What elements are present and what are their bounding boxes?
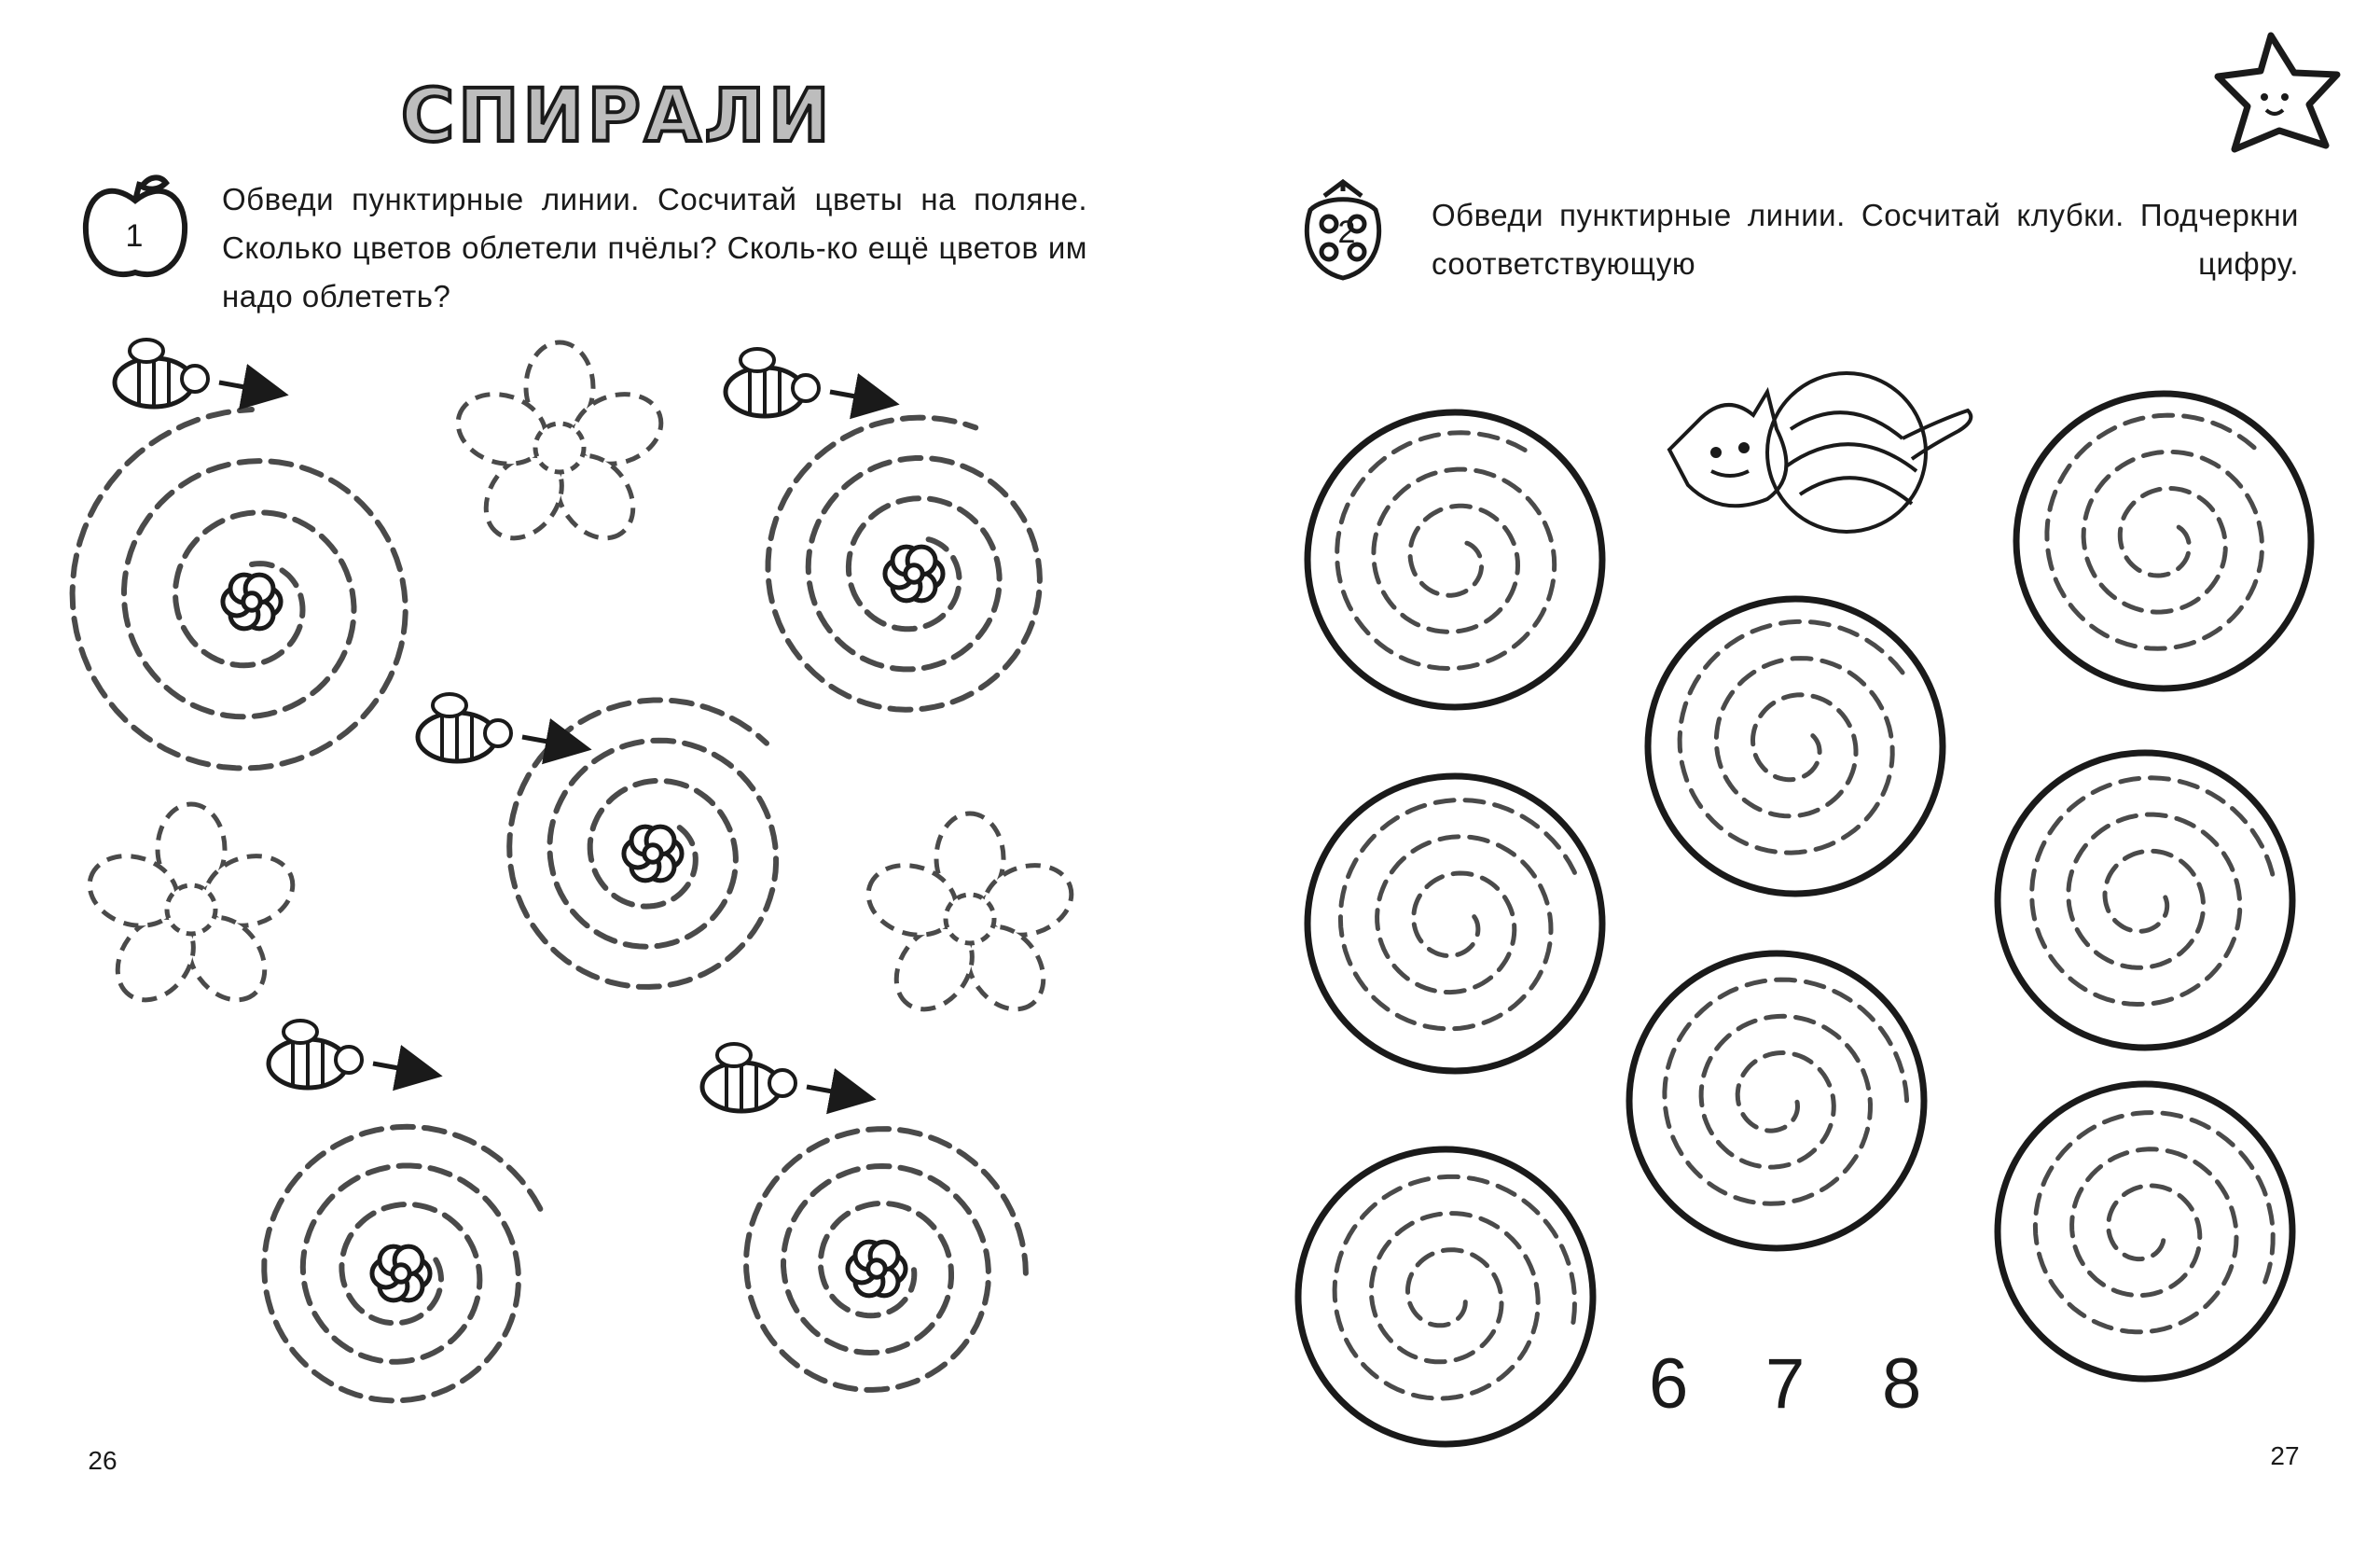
yarn-balls[interactable] bbox=[1298, 394, 2311, 1444]
bee-icon bbox=[418, 694, 574, 761]
dashed-flower[interactable] bbox=[449, 342, 670, 553]
cat-with-yarn-icon bbox=[1669, 373, 1971, 532]
bee-icon bbox=[115, 340, 270, 407]
yarn-ball[interactable] bbox=[1629, 953, 1924, 1248]
flower-spiral[interactable] bbox=[746, 1129, 1026, 1390]
yarn-ball[interactable] bbox=[1998, 1084, 2292, 1379]
flower-spiral[interactable] bbox=[264, 1127, 545, 1401]
dashed-flower[interactable] bbox=[80, 804, 301, 1015]
page-number-left: 26 bbox=[88, 1446, 118, 1475]
yarn-ball[interactable] bbox=[1648, 599, 1943, 894]
yarn-ball[interactable] bbox=[2016, 394, 2311, 688]
task-number-2: 2 bbox=[1337, 215, 1356, 250]
task-1-instructions: Обведи пунктирные линии. Сосчитай цветы на поляне. Сколько цветов облетели пчёлы? Сколь-ко ещё цветов им надо облететь? bbox=[222, 182, 1087, 313]
dashed-flower[interactable] bbox=[859, 813, 1080, 1024]
task-2-instructions: Обведи пунктирные линии. Сосчитай клубки. Подчеркни соответствующую цифру. bbox=[1432, 198, 2299, 281]
page-number-right: 27 bbox=[2270, 1441, 2300, 1470]
yarn-ball[interactable] bbox=[1998, 753, 2292, 1048]
yarn-ball[interactable] bbox=[1308, 412, 1602, 707]
answer-option-8[interactable]: 8 bbox=[1882, 1344, 1922, 1424]
answer-option-7[interactable]: 7 bbox=[1765, 1344, 1806, 1424]
task-number-1: 1 bbox=[125, 218, 144, 254]
page-title: СПИРАЛИ bbox=[401, 75, 834, 159]
flower-spiral[interactable] bbox=[768, 418, 1040, 710]
star-icon bbox=[2218, 35, 2337, 149]
answer-option-6[interactable]: 6 bbox=[1649, 1344, 1689, 1424]
bee-icon bbox=[726, 349, 881, 416]
bee-icon bbox=[702, 1044, 858, 1111]
flower-spiral[interactable] bbox=[73, 410, 406, 769]
yarn-ball[interactable] bbox=[1308, 776, 1602, 1071]
bee-icon bbox=[269, 1021, 424, 1088]
yarn-ball[interactable] bbox=[1298, 1149, 1593, 1444]
